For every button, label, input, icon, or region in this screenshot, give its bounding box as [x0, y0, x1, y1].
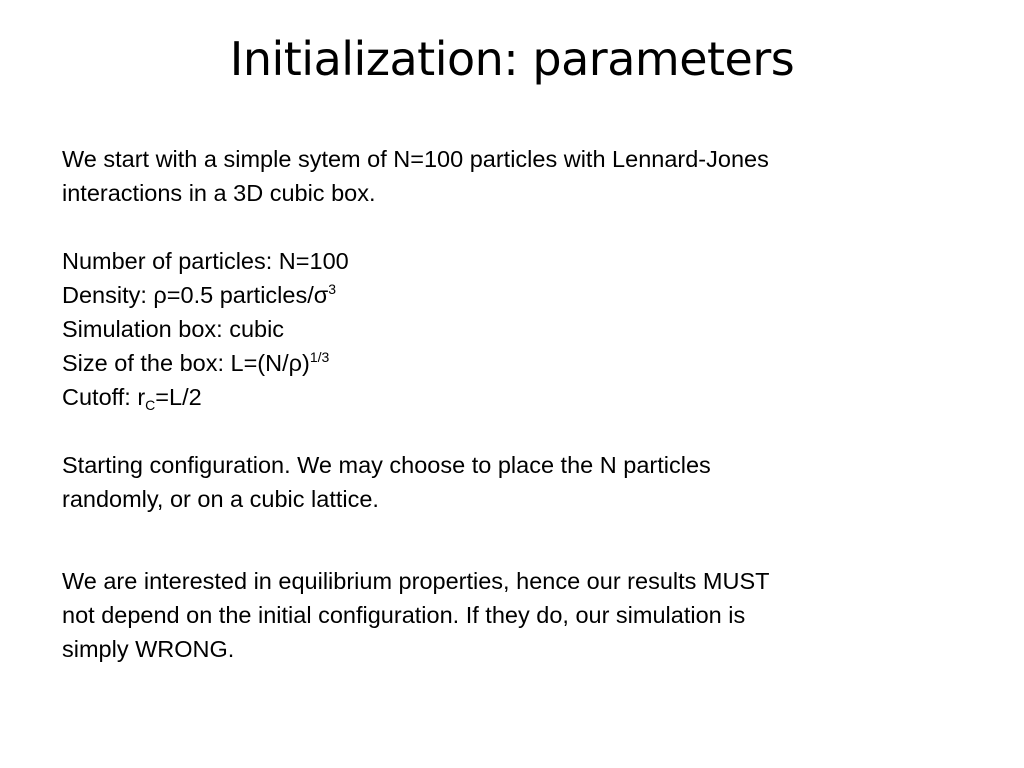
equilibrium-paragraph — [62, 564, 982, 666]
intro-line-1: We start with a simple sytem of N=100 particles with Lennard-Jones — [62, 146, 769, 172]
param-size — [62, 346, 982, 380]
param-cutoff-prefix: Cutoff: r — [62, 384, 146, 410]
spacer — [62, 516, 982, 564]
param-cutoff-suffix: =L/2 — [155, 384, 202, 410]
spacer — [62, 414, 982, 448]
parameters-list — [62, 244, 982, 414]
param-density-exponent: 3 — [328, 281, 337, 297]
intro-line-2: interactions in a 3D cubic box. — [62, 180, 376, 206]
param-size-exponent: 1/3 — [309, 349, 330, 365]
param-density-text: Density: ρ=0.5 particles/σ — [62, 282, 329, 308]
spacer — [62, 210, 982, 244]
starting-line-2: randomly, or on a cubic lattice. — [62, 486, 379, 512]
param-cutoff — [62, 380, 982, 414]
param-cutoff-subscript: C — [145, 397, 156, 413]
param-particles: Number of particles: N=100 — [62, 248, 349, 274]
equilibrium-line-3: simply WRONG. — [62, 636, 235, 662]
slide-body — [62, 142, 982, 666]
starting-paragraph — [62, 448, 982, 516]
param-box: Simulation box: cubic — [62, 316, 285, 342]
equilibrium-line-1: We are interested in equilibrium properties, hence our results MUST — [62, 568, 770, 594]
param-density — [62, 278, 982, 312]
starting-line-1: Starting configuration. We may choose to place the N particles — [62, 452, 711, 478]
slide-title: Initialization: parameters — [229, 32, 795, 86]
equilibrium-line-2: not depend on the initial configuration. If they do, our simulation is — [62, 602, 746, 628]
intro-paragraph — [62, 142, 982, 210]
param-size-text: Size of the box: L=(N/ρ) — [62, 350, 310, 376]
